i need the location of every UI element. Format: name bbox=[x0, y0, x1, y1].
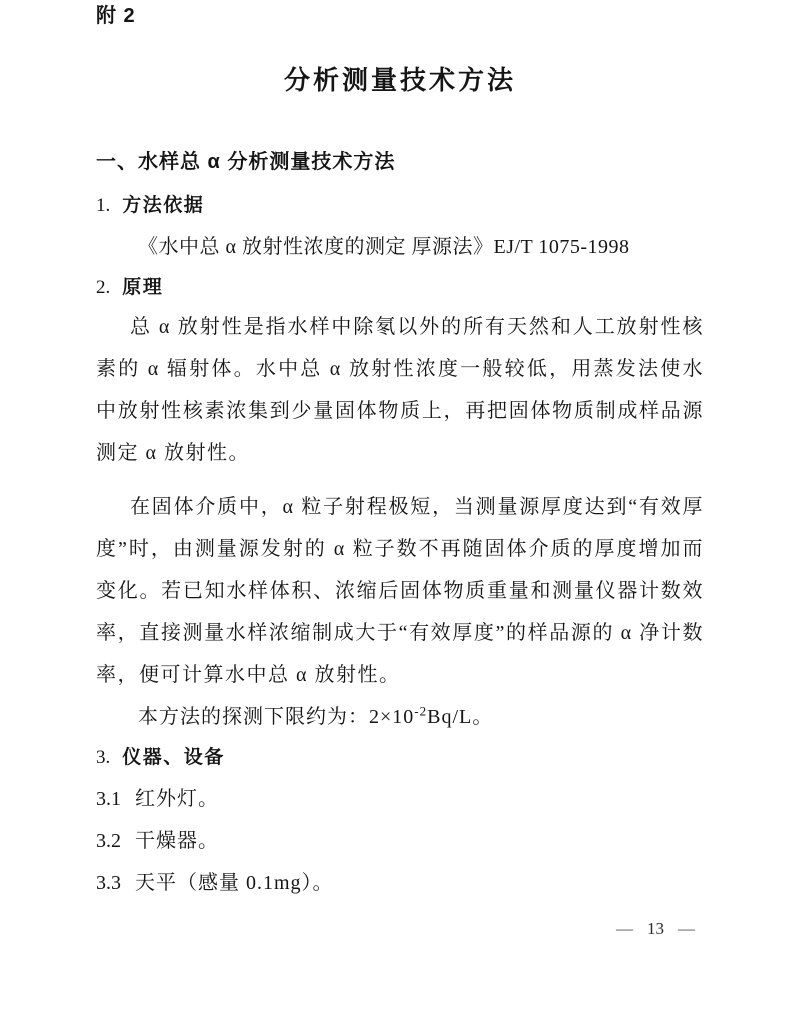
section-1-title: 方法依据 bbox=[122, 195, 205, 216]
equipment-item-number: 3.3 bbox=[96, 872, 121, 894]
section-3-title: 仪器、设备 bbox=[122, 747, 225, 768]
footer-dash-right: — bbox=[678, 919, 695, 938]
appendix-label: 附 2 bbox=[96, 5, 136, 27]
equipment-item bbox=[96, 868, 704, 898]
chapter-heading: 一、水样总 α 分析测量技术方法 bbox=[96, 151, 396, 173]
section-3-heading bbox=[96, 744, 704, 772]
detection-limit-prefix: 本方法的探测下限约为：2×10 bbox=[138, 706, 415, 728]
detection-limit-paragraph bbox=[96, 696, 704, 738]
equipment-item-text: 天平（感量 0.1mg）。 bbox=[135, 872, 334, 894]
section-2-number: 2. bbox=[96, 277, 111, 298]
detection-limit-exponent: -2 bbox=[414, 703, 428, 719]
detection-limit-suffix: Bq/L。 bbox=[427, 706, 494, 728]
section-2-heading bbox=[96, 274, 704, 302]
method-citation-line: 《水中总 α 放射性浓度的测定 厚源法》EJ/T 1075-1998 bbox=[138, 236, 630, 258]
equipment-item bbox=[96, 826, 704, 856]
equipment-item-text: 红外灯。 bbox=[135, 788, 219, 810]
page-footer bbox=[616, 919, 695, 939]
equipment-item-number: 3.1 bbox=[96, 788, 121, 810]
principle-paragraph-2: 在固体介质中，α 粒子射程极短，当测量源厚度达到“有效厚度”时，由测量源发射的 α 粒子数不再随固体介质的厚度增加而变化。若已知水样体积、浓缩后固体物质重量和测量仪器计数效率，直接测量水样浓缩制成大于“有效厚度”的样品源的 α 净计数率，便可计算水中总 α 放射性。 bbox=[96, 496, 704, 686]
document-title: 分析测量技术方法 bbox=[283, 65, 516, 95]
equipment-item-text: 干燥器。 bbox=[135, 830, 219, 852]
equipment-item-number: 3.2 bbox=[96, 830, 121, 852]
footer-dash-left: — bbox=[616, 919, 633, 938]
equipment-item bbox=[96, 784, 704, 814]
page-number: 13 bbox=[647, 919, 664, 938]
principle-paragraph-1: 总 α 放射性是指水样中除氡以外的所有天然和人工放射性核素的 α 辐射体。水中总 α 放射性浓度一般较低，用蒸发法使水中放射性核素浓集到少量固体物质上，再把固体物质制成样品源测定 α 放射性。 bbox=[96, 316, 704, 464]
section-2-title: 原理 bbox=[122, 277, 164, 298]
section-3-number: 3. bbox=[96, 747, 111, 768]
section-1-heading bbox=[96, 192, 704, 220]
section-1-number: 1. bbox=[96, 195, 111, 216]
